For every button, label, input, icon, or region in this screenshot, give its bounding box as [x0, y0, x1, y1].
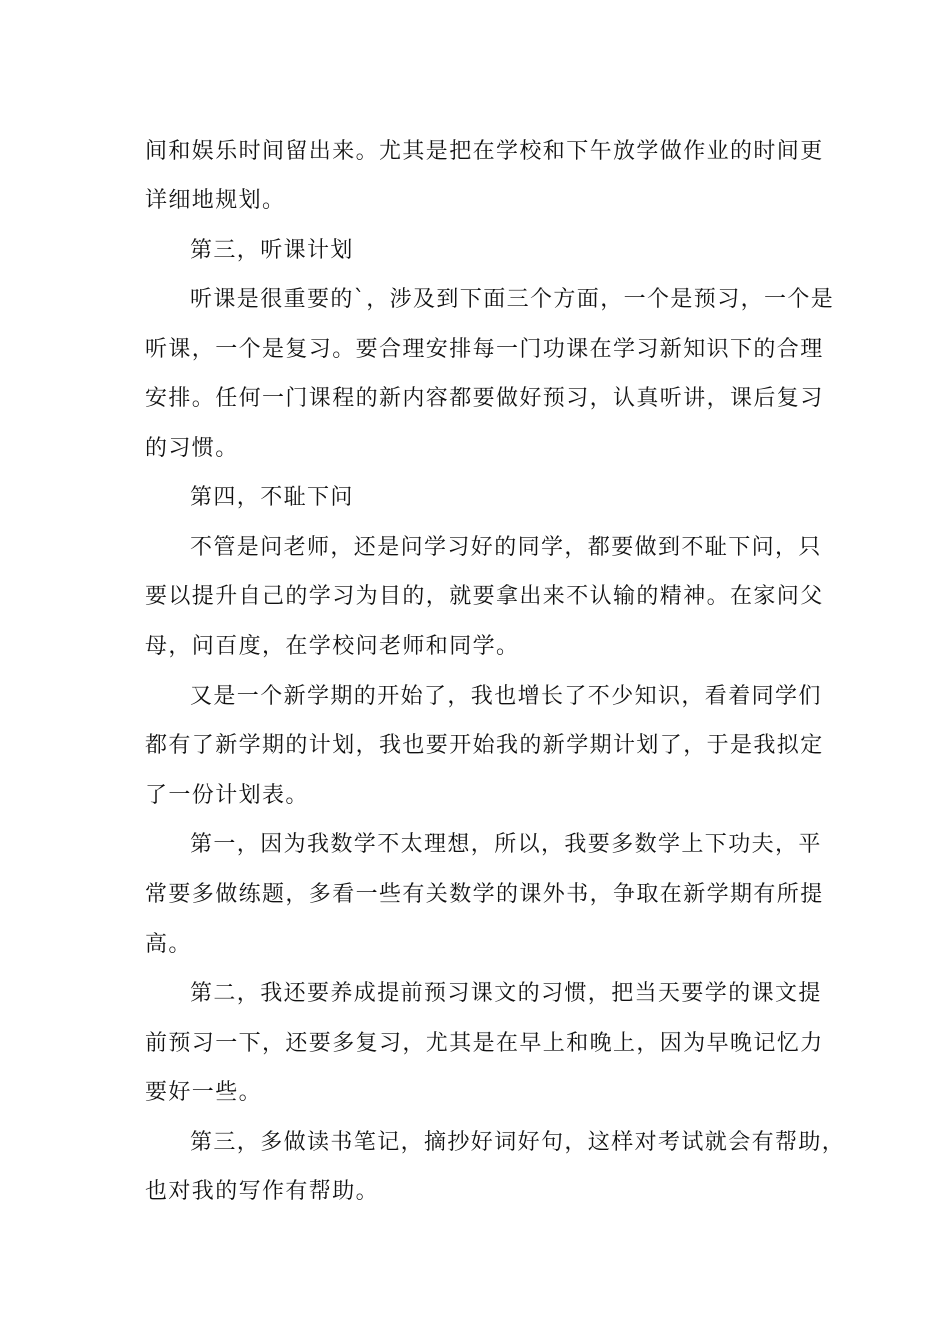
section-heading: 第三，听课计划	[190, 238, 354, 263]
text-line: 间和娱乐时间留出来。尤其是把在学校和下午放学做作业的时间更	[145, 139, 824, 164]
text-line: 第一，因为我数学不太理想，所以，我要多数学上下功夫，平	[190, 832, 822, 857]
text-line: 常要多做练题，多看一些有关数学的课外书，争取在新学期有所提	[145, 882, 824, 907]
text-line: 也对我的写作有帮助。	[145, 1179, 380, 1204]
text-line: 要好一些。	[145, 1080, 263, 1105]
text-line: 的习惯。	[145, 436, 239, 461]
text-line: 听课是很重要的`，涉及到下面三个方面，一个是预习，一个是	[190, 287, 835, 312]
text-line: 不管是问老师，还是问学习好的同学，都要做到不耻下问，只	[190, 535, 822, 560]
text-line: 又是一个新学期的开始了，我也增长了不少知识，看着同学们	[190, 684, 822, 709]
section-heading: 第四，不耻下问	[190, 485, 354, 510]
text-line: 详细地规划。	[145, 188, 286, 213]
text-line: 听课，一个是复习。要合理安排每一门功课在学习新知识下的合理	[145, 337, 824, 362]
text-line: 前预习一下，还要多复习，尤其是在早上和晚上，因为早晚记忆力	[145, 1031, 824, 1056]
text-line: 安排。任何一门课程的新内容都要做好预习，认真听讲，课后复习	[145, 386, 824, 411]
text-line: 了一份计划表。	[145, 783, 309, 808]
text-line: 母，问百度，在学校问老师和同学。	[145, 634, 520, 659]
text-line: 都有了新学期的计划，我也要开始我的新学期计划了，于是我拟定	[145, 733, 824, 758]
text-line: 要以提升自己的学习为目的，就要拿出来不认输的精神。在家问父	[145, 584, 824, 609]
text-line: 高。	[145, 932, 192, 957]
text-line: 第二，我还要养成提前预习课文的习惯，把当天要学的课文提	[190, 981, 822, 1006]
text-line: 第三，多做读书笔记，摘抄好词好句，这样对考试就会有帮助，	[190, 1130, 846, 1155]
